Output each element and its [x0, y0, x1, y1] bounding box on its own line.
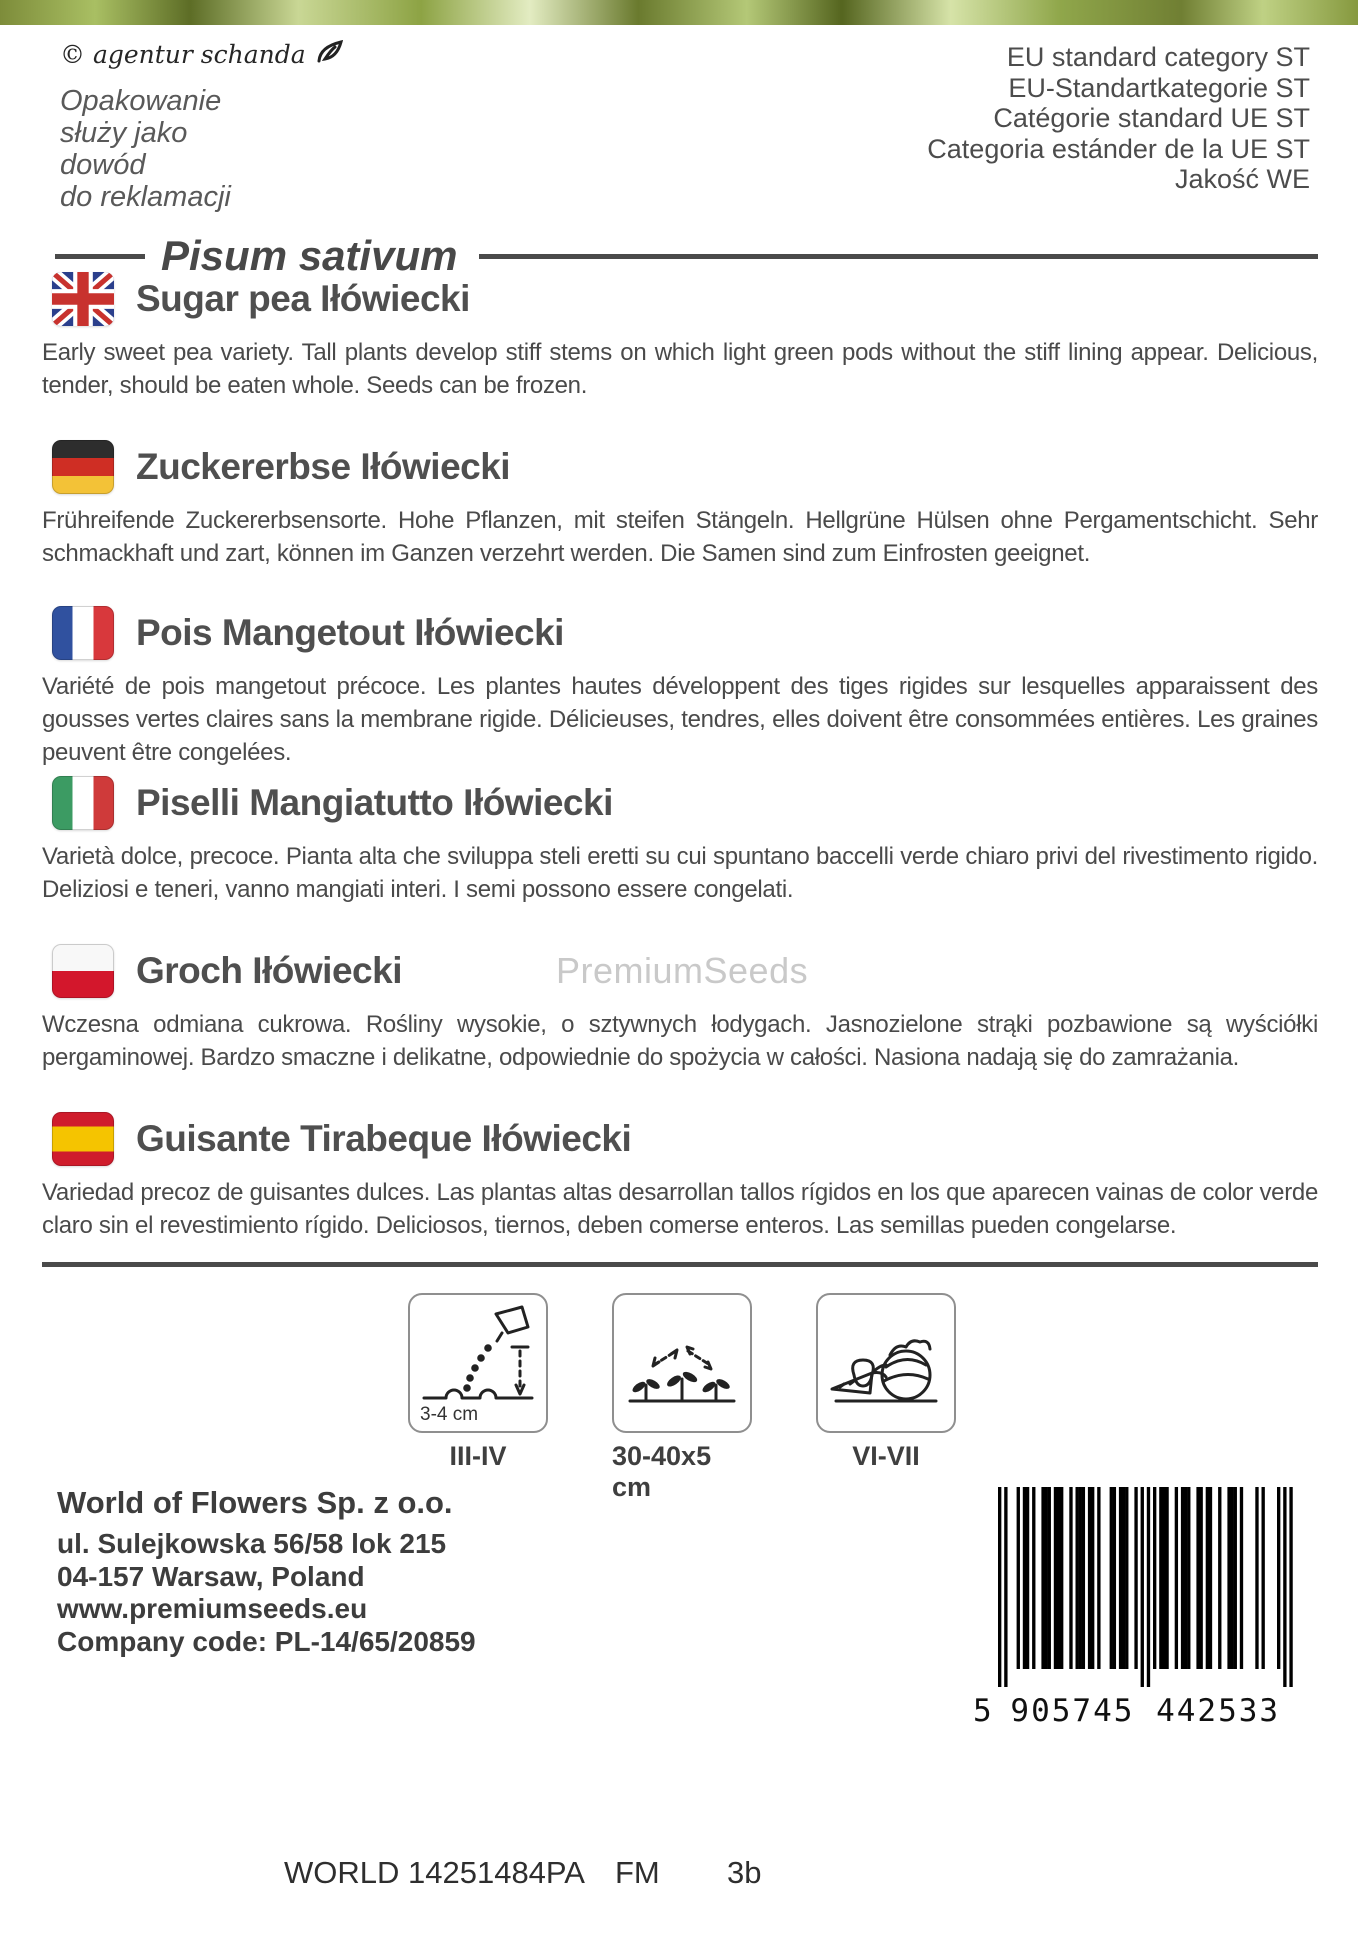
- company-address-line: 04-157 Warsaw, Poland: [57, 1560, 365, 1592]
- print-page-code: 3b: [727, 1855, 762, 1890]
- premiumseeds-watermark: PremiumSeeds: [556, 950, 809, 991]
- variety-title-it: Piselli Mangiatutto Iłówiecki: [136, 782, 613, 823]
- plant-spacing-icon: [612, 1293, 752, 1433]
- variety-description-es: Variedad precoz de guisantes dulces. Las plantas altas desarrollan tallos rígidos en los que aparecen vainas de color verde claro sin el revestimiento rígido. Deliciosos, tiernos, deben comerse enteros. Las semillas pueden congelarse.: [42, 1179, 1318, 1239]
- variety-title-de: Zuckererbse Iłówiecki: [136, 446, 511, 487]
- company-info-block: [57, 1485, 476, 1658]
- section-polish-head: [52, 944, 1318, 998]
- variety-title-pl: Groch Iłówiecki: [136, 950, 402, 991]
- sowing-depth-icon: [408, 1293, 548, 1433]
- svg-text:905745: 905745: [1010, 1693, 1133, 1729]
- sowing-depth-value: 3-4 cm: [420, 1404, 479, 1425]
- plant-spacing-cell: [612, 1293, 752, 1503]
- harvest-period-cell: [816, 1293, 956, 1503]
- company-address-line: ul. Sulejkowska 56/58 lok 215: [57, 1528, 447, 1559]
- spain-flag-icon: [52, 1112, 114, 1166]
- company-name: World of Flowers Sp. z o.o.: [57, 1485, 453, 1520]
- section-spanish-head: [52, 1112, 1318, 1166]
- agency-logo: [60, 40, 343, 69]
- leaf-icon: [316, 40, 343, 69]
- eu-category-block: [927, 42, 1310, 195]
- italy-flag-icon: [52, 776, 114, 830]
- cultivation-icons-row: [408, 1293, 956, 1503]
- ean13-barcode: [972, 1487, 1304, 1734]
- section-spanish: [42, 1112, 1318, 1242]
- germany-flag-icon: [52, 440, 114, 494]
- rule-left: [55, 254, 145, 259]
- harvest-period-icon: [816, 1293, 956, 1433]
- variety-description-en: Early sweet pea variety. Tall plants develop stiff stems on which light green pods without the stiff lining appear. Delicious, tender, should be eaten whole. Seeds can be frozen.: [42, 339, 1318, 399]
- publisher-block: [60, 40, 343, 213]
- variety-description-fr: Variété de pois mangetout précoce. Les plantes hautes développent des tiges rigides sur lesquelles apparaissent des gousses vertes claires sans la membrane rigide. Délicieuses, tendres, elles doivent être consommées entières. Les graines peuvent être congelées.: [42, 673, 1318, 766]
- section-german: [42, 440, 1318, 570]
- eu-category-line: EU standard category ST: [1006, 42, 1310, 72]
- uk-flag-icon: [52, 272, 114, 326]
- print-batch-code: [284, 1855, 660, 1891]
- section-italian-head: [52, 776, 1318, 830]
- section-divider-rule: [42, 1262, 1318, 1267]
- sowing-months-label: III-IV: [449, 1441, 507, 1471]
- variety-title-fr: Pois Mangetout Iłówiecki: [136, 612, 564, 653]
- section-italian: [42, 776, 1318, 906]
- section-french-head: [52, 606, 1318, 660]
- variety-description-de: Frühreifende Zuckererbsensorte. Hohe Pflanzen, mit steifen Stängeln. Hellgrüne Hülsen ohne Pergamentschicht. Sehr schmackhaft und zart, können im Ganzen verzehrt werden. Die Samen sind zum Einfrosten geeignet.: [42, 507, 1318, 567]
- company-code: Company code: PL-14/65/20859: [57, 1625, 476, 1657]
- svg-text:5: 5: [973, 1693, 992, 1729]
- note-line: Opakowanie: [60, 85, 222, 117]
- company-website: www.premiumseeds.eu: [57, 1593, 368, 1624]
- packaging-proof-note: [60, 85, 343, 213]
- sowing-depth-cell: [408, 1293, 548, 1503]
- note-line: służy jako: [60, 117, 188, 149]
- svg-text:442533: 442533: [1156, 1693, 1279, 1729]
- agency-copyright-text: © agentur schanda: [60, 40, 306, 69]
- eu-category-line: Jakość WE: [1174, 164, 1310, 194]
- section-english: [42, 272, 1318, 402]
- variety-title-en: Sugar pea Iłówiecki: [136, 278, 470, 319]
- section-english-head: [52, 272, 1318, 326]
- rule-right: [479, 254, 1318, 259]
- variety-description-it: Varietà dolce, precoce. Pianta alta che sviluppa steli eretti su cui spuntano baccelli verde chiaro privi del rivestimento rigido. Deliziosi e teneri, vanno mangiati interi. I semi possono essere congelati.: [42, 843, 1318, 903]
- france-flag-icon: [52, 606, 114, 660]
- variety-title-es: Guisante Tirabeque Iłówiecki: [136, 1118, 632, 1159]
- section-polish: [42, 944, 1318, 1074]
- batch-number: WORLD 14251484PA: [284, 1855, 585, 1890]
- harvest-months-label: VI-VII: [852, 1441, 920, 1471]
- eu-category-line: Categoria estánder de la UE ST: [927, 133, 1310, 164]
- variety-description-pl: Wczesna odmiana cukrowa. Rośliny wysokie, o sztywnych łodygach. Jasnozielone strąki pozbawione są wyściółki pergaminowej. Bardzo smaczne i delikatne, odpowiednie do spożycia w całości. Nasiona nadają się do zamrażania.: [42, 1011, 1318, 1071]
- poland-flag-icon: [52, 944, 114, 998]
- species-latin-name: Pisum sativum: [161, 232, 458, 279]
- section-german-head: [52, 440, 1318, 494]
- eu-category-line: Catégorie standard UE ST: [993, 103, 1310, 133]
- section-french: [42, 606, 1318, 769]
- eu-category-line: EU-Standartkategorie ST: [1008, 72, 1310, 103]
- plant-photo-strip: [0, 0, 1358, 25]
- batch-suffix: FM: [614, 1855, 660, 1890]
- plant-spacing-label: 30-40x5 cm: [612, 1441, 712, 1502]
- note-line: do reklamacji: [60, 181, 231, 213]
- note-line: dowód: [60, 149, 146, 181]
